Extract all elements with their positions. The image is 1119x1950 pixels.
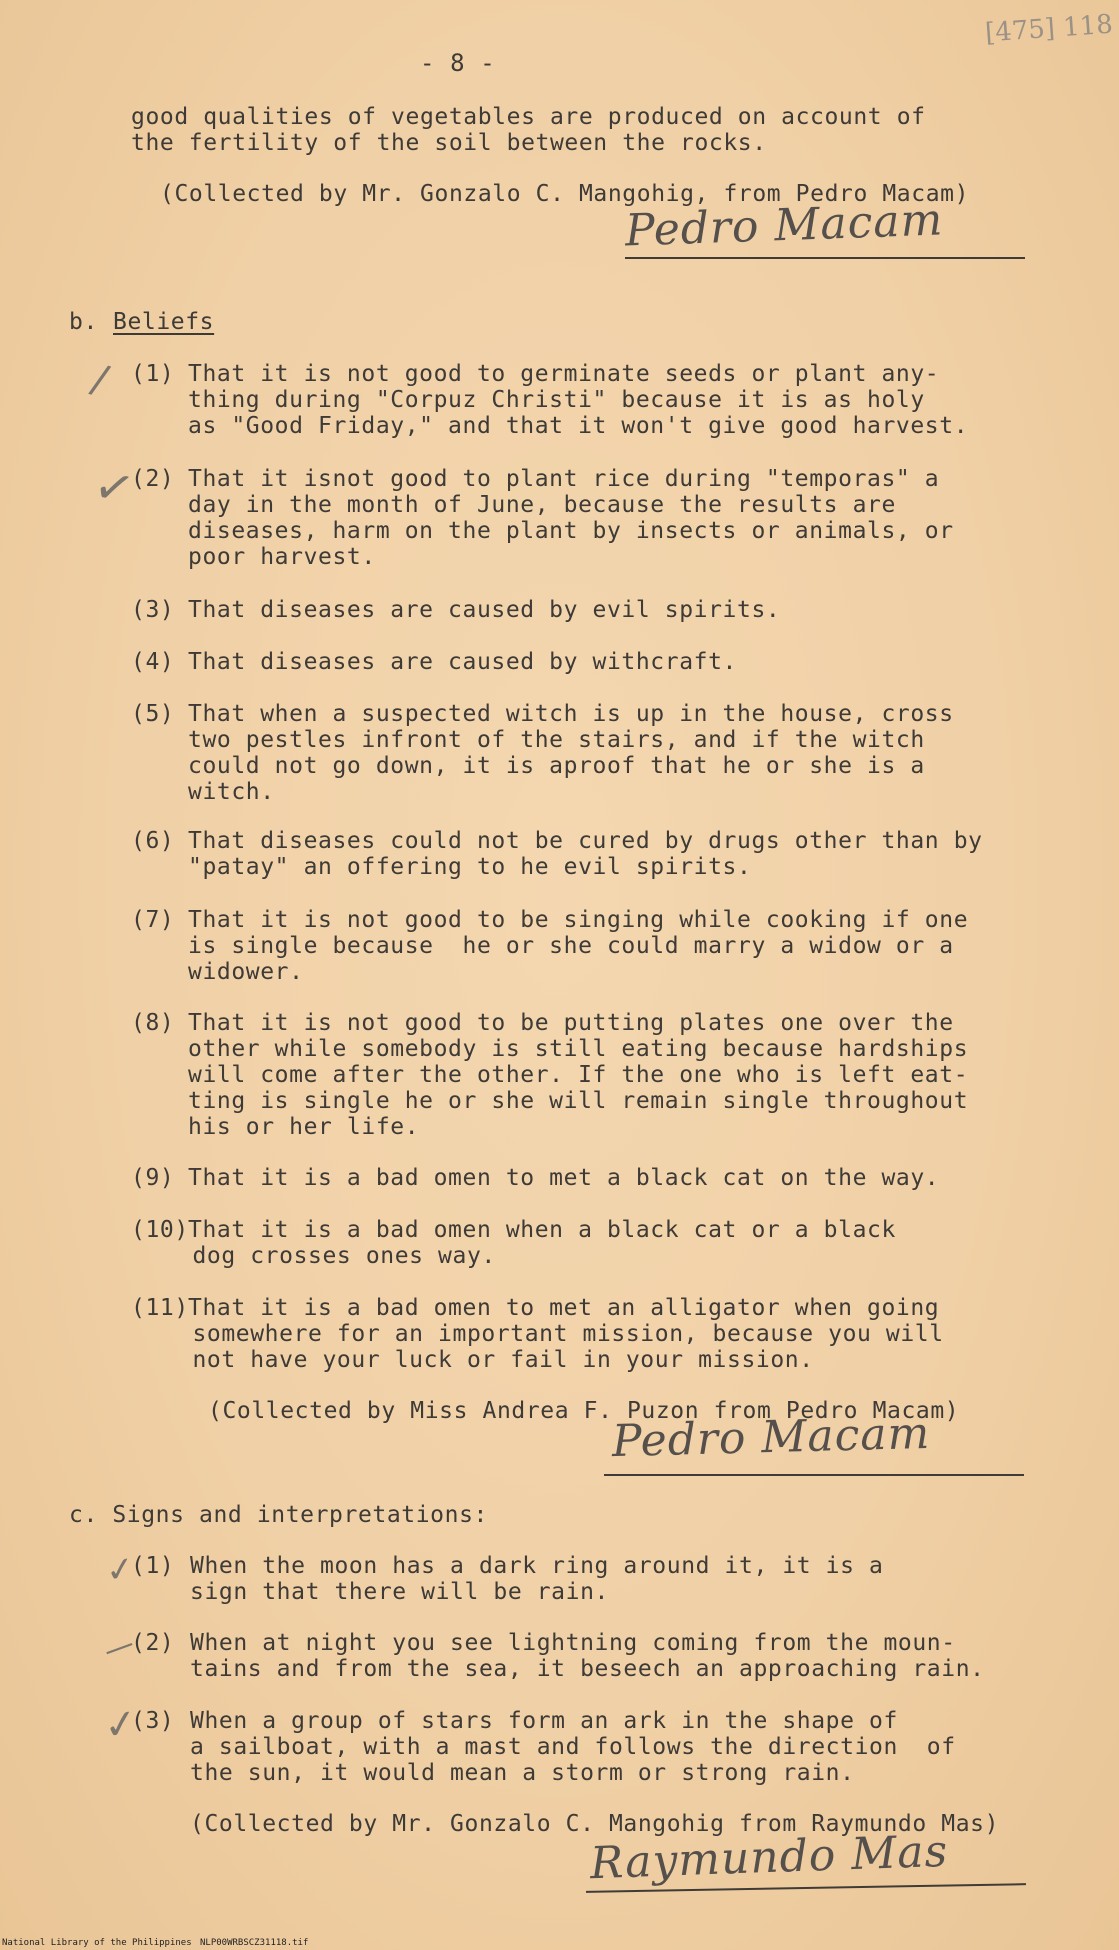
intro-line: good qualities of vegetables are produced on account of [131, 104, 926, 130]
section-heading: Beliefs [113, 309, 215, 335]
item-line: tains and from the sea, it beseech an approaching rain. [190, 1656, 985, 1682]
check-mark-icon: ✓ [103, 1548, 138, 1592]
signature-line [604, 1474, 1024, 1476]
item-number: (3) [131, 1708, 175, 1734]
item-line: not have your luck or fail in your mission. [178, 1347, 814, 1373]
archive-mark: [475] 118 [984, 9, 1114, 49]
item-line: That it is a bad omen to met a black cat on the way. [188, 1165, 940, 1191]
item-line: That it is not good to germinate seeds or plant any- [188, 361, 940, 387]
item-line: That diseases are caused by evil spirits. [188, 597, 781, 623]
page-number: - 8 - [420, 49, 496, 77]
item-line: That diseases are caused by withcraft. [188, 649, 737, 675]
item-line: could not go down, it is aproof that he or she is a [188, 753, 925, 779]
item-line: witch. [188, 779, 275, 805]
item-line: When a group of stars form an ark in the shape of [190, 1708, 898, 1734]
item-line: When at night you see lightning coming from the moun- [190, 1630, 956, 1656]
item-line: When the moon has a dark ring around it, it is a [190, 1553, 884, 1579]
item-number: (1) [131, 361, 175, 387]
item-line: That it is not good to be putting plates one over the [188, 1010, 954, 1036]
item-line: widower. [188, 959, 304, 985]
item-line: diseases, harm on the plant by insects or animals, or [188, 518, 954, 544]
item-line: "patay" an offering to he evil spirits. [188, 854, 752, 880]
item-number: (7) [131, 907, 175, 933]
signature: Pedro Macam [611, 1407, 931, 1468]
item-line: day in the month of June, because the results are [188, 492, 896, 518]
item-line: is single because he or she could marry a widow or a [188, 933, 954, 959]
item-line: somewhere for an important mission, because you will [178, 1321, 944, 1347]
item-number: (10) [131, 1217, 189, 1243]
section-heading: c. Signs and interpretations: [69, 1502, 488, 1528]
library-credit: National Library of the Philippines [2, 1938, 192, 1948]
check-mark-icon: ✓ [88, 456, 140, 520]
check-mark-icon: — [98, 1625, 140, 1670]
item-line: That diseases could not be cured by drugs other than by [188, 828, 983, 854]
item-line: sign that there will be rain. [190, 1579, 609, 1605]
item-line: the sun, it would mean a storm or strong rain. [190, 1760, 855, 1786]
signature-line [625, 257, 1025, 259]
item-number: (8) [131, 1010, 175, 1036]
item-line: will come after the other. If the one who is left eat- [188, 1062, 969, 1088]
item-number: (11) [131, 1295, 189, 1321]
item-number: (3) [131, 597, 175, 623]
item-number: (6) [131, 828, 175, 854]
item-line: poor harvest. [188, 544, 376, 570]
item-line: That it is a bad omen when a black cat or a black [188, 1217, 896, 1243]
item-line: two pestles infront of the stairs, and if the witch [188, 727, 925, 753]
item-line: dog crosses ones way. [178, 1243, 496, 1269]
item-number: (5) [131, 701, 175, 727]
item-line: That when a suspected witch is up in the house, cross [188, 701, 954, 727]
item-line: That it is not good to be singing while cooking if one [188, 907, 969, 933]
check-mark-icon: / [86, 356, 114, 404]
signature: Pedro Macam [624, 194, 945, 257]
item-line: That it is a bad omen to met an alligator when going [188, 1295, 940, 1321]
collector-credit: (Collected by Miss Andrea F. Puzon from Pedro Macam) [208, 1398, 960, 1424]
item-number: (1) [131, 1553, 175, 1579]
item-line: thing during "Corpuz Christi" because it is as holy [188, 387, 925, 413]
file-name: NLP00WRBSCZ31118.tif [200, 1938, 309, 1948]
item-line: ting is single he or she will remain single throughout [188, 1088, 969, 1114]
item-line: a sailboat, with a mast and follows the direction of [190, 1734, 956, 1760]
item-line: as "Good Friday," and that it won't give good harvest. [188, 413, 969, 439]
item-number: (2) [131, 466, 175, 492]
item-line: his or her life. [188, 1114, 420, 1140]
item-number: (2) [131, 1630, 175, 1656]
signature: Raymundo Mas [589, 1825, 949, 1890]
section-letter: b. [69, 309, 98, 335]
item-line: other while somebody is still eating because hardships [188, 1036, 969, 1062]
collector-credit: (Collected by Mr. Gonzalo C. Mangohig, from Pedro Macam) [160, 181, 970, 207]
collector-credit: (Collected by Mr. Gonzalo C. Mangohig from Raymundo Mas) [190, 1811, 1000, 1837]
item-number: (4) [131, 649, 175, 675]
item-line: That it isnot good to plant rice during "temporas" a [188, 466, 940, 492]
intro-line: the fertility of the soil between the rocks. [131, 130, 767, 156]
item-number: (9) [131, 1165, 175, 1191]
check-mark-icon: ✓ [100, 1699, 141, 1751]
